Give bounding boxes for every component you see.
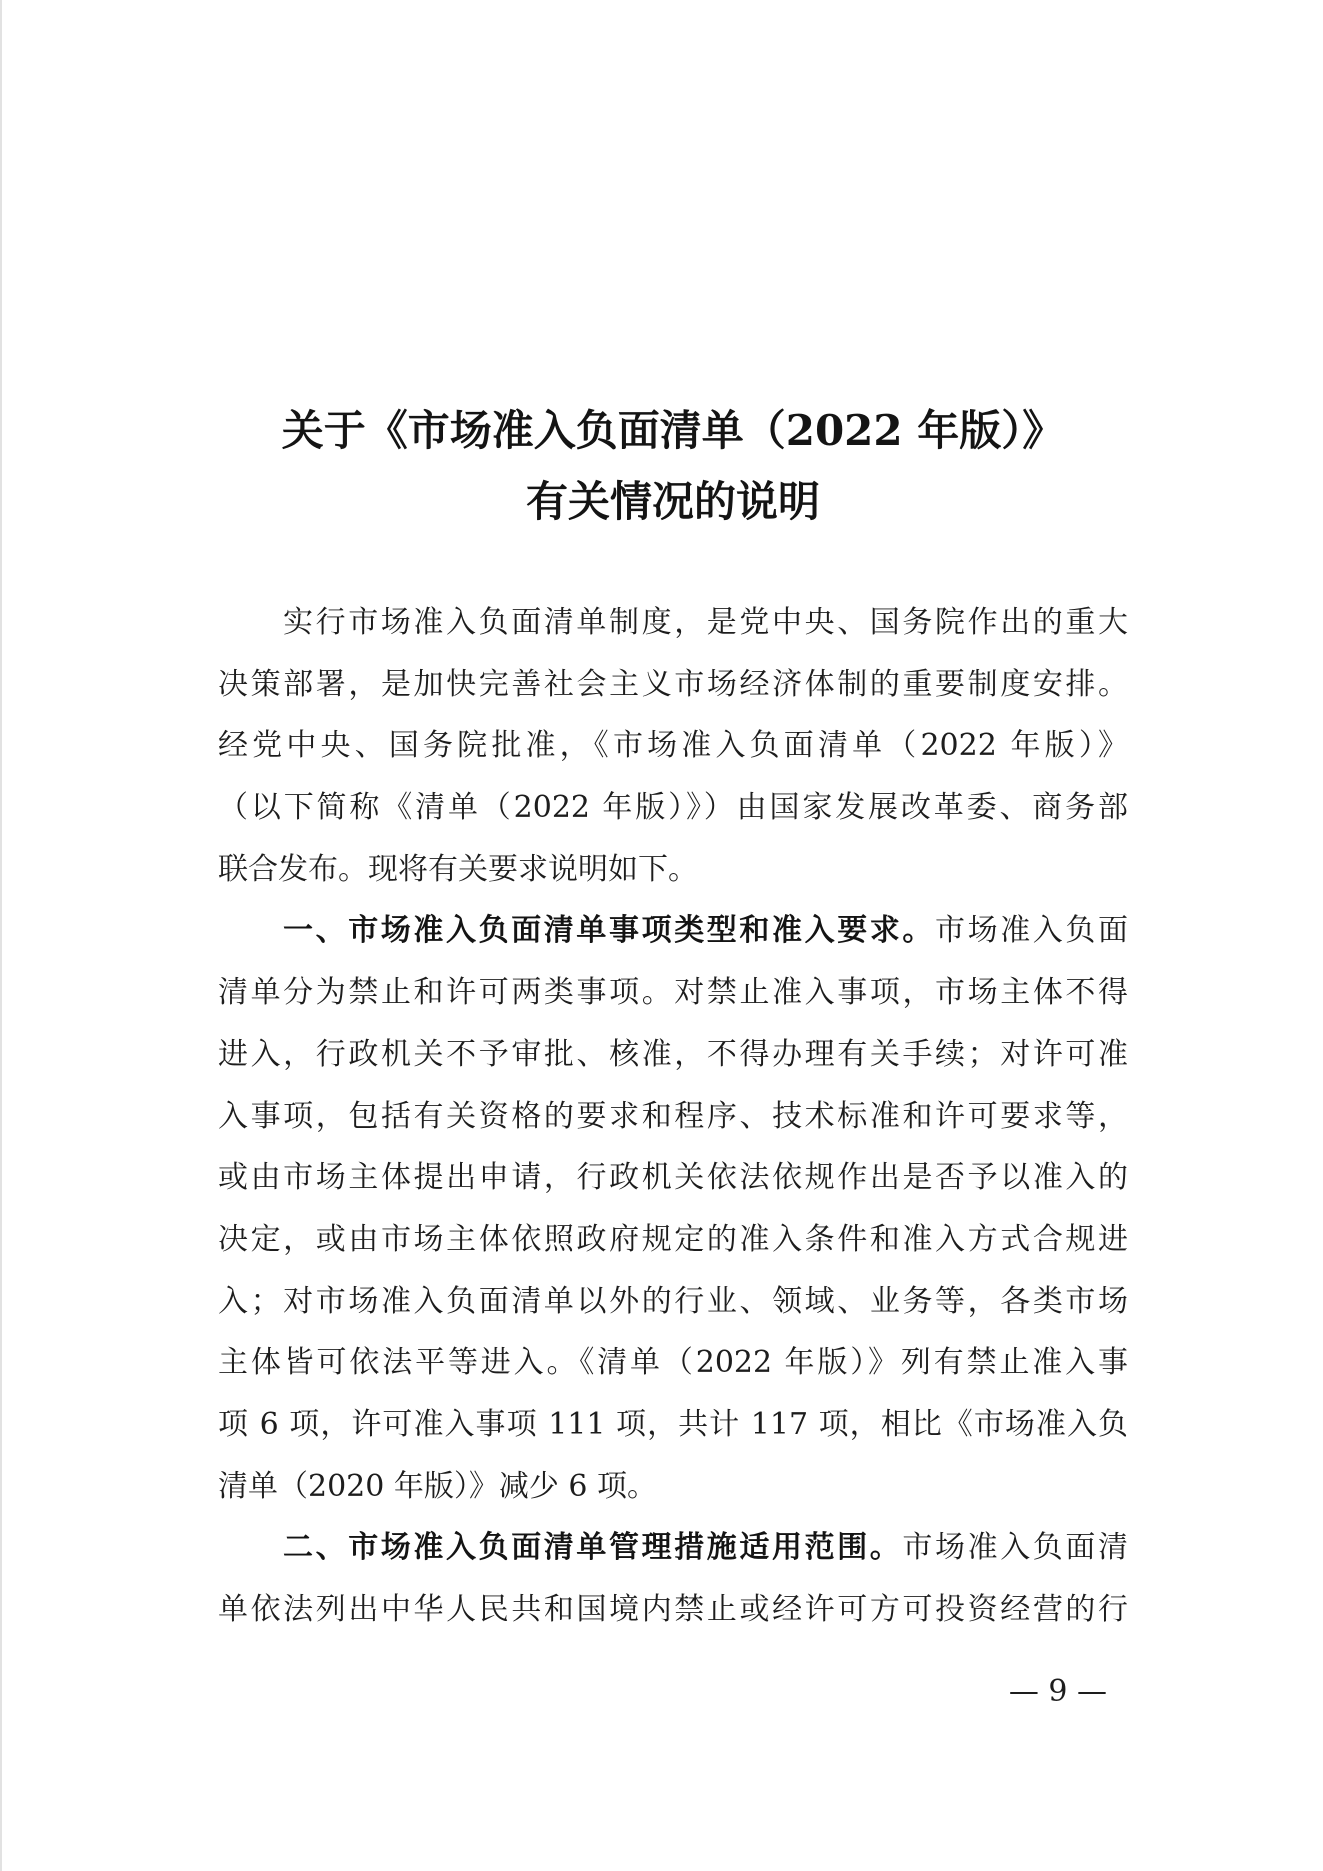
text-line: 进入，行政机关不予审批、核准，不得办理有关手续；对许可准 (218, 1036, 1128, 1072)
document-body (218, 592, 1128, 1641)
title-line: 关于《市场准入负面清单（2022 年版）》 (281, 406, 1065, 455)
text-line: 决策部署，是加快完善社会主义市场经济体制的重要制度安排。 (218, 666, 1128, 702)
body-paragraph (218, 900, 1128, 1517)
text-line: 经党中央、国务院批准，《市场准入负面清单（2022 年版）》 (218, 728, 1128, 764)
text-line: 决定，或由市场主体依照政府规定的准入条件和准入方式合规进 (218, 1221, 1128, 1257)
page-title (218, 395, 1128, 537)
text-line: 清单分为禁止和许可两类事项。对禁止准入事项，市场主体不得 (218, 975, 1128, 1011)
text-line: 入；对市场准入负面清单以外的行业、领域、业务等，各类市场 (218, 1283, 1128, 1319)
text-line: 或由市场主体提出申请，行政机关依法依规作出是否予以准入的 (218, 1160, 1128, 1196)
text-line (218, 900, 1128, 962)
text-line: 项 6 项，许可准入事项 111 项，共计 117 项，相比《市场准入负 (218, 1406, 1128, 1442)
text-line: （以下简称《清单（2022 年版）》）由国家发展改革委、商务部 (218, 790, 1128, 826)
text-segment: 市场准入负面 (935, 913, 1128, 949)
section-heading: 二、市场准入负面清单管理措施适用范围。 (283, 1530, 903, 1566)
text-line: 清单（2020 年版）》减少 6 项。 (218, 1468, 658, 1504)
section-heading: 一、市场准入负面清单事项类型和准入要求。 (283, 913, 935, 949)
title-line: 有关情况的说明 (525, 477, 820, 526)
text-line: 单依法列出中华人民共和国境内禁止或经许可方可投资经营的行 (218, 1592, 1128, 1627)
text-line: 实行市场准入负面清单制度，是党中央、国务院作出的重大 (283, 605, 1128, 640)
text-line: 入事项，包括有关资格的要求和程序、技术标准和许可要求等， (218, 1098, 1128, 1134)
body-paragraph (218, 1517, 1128, 1640)
scan-edge (0, 0, 2, 1871)
text-segment: 市场准入负面清 (902, 1530, 1128, 1566)
text-line: 主体皆可依法平等进入。《清单（2022 年版）》列有禁止准入事 (218, 1345, 1128, 1381)
text-line (218, 1517, 1128, 1579)
text-line: 联合发布。现将有关要求说明如下。 (218, 851, 698, 887)
body-paragraph (218, 592, 1128, 900)
page-number: — 9 — (1008, 1674, 1107, 1709)
